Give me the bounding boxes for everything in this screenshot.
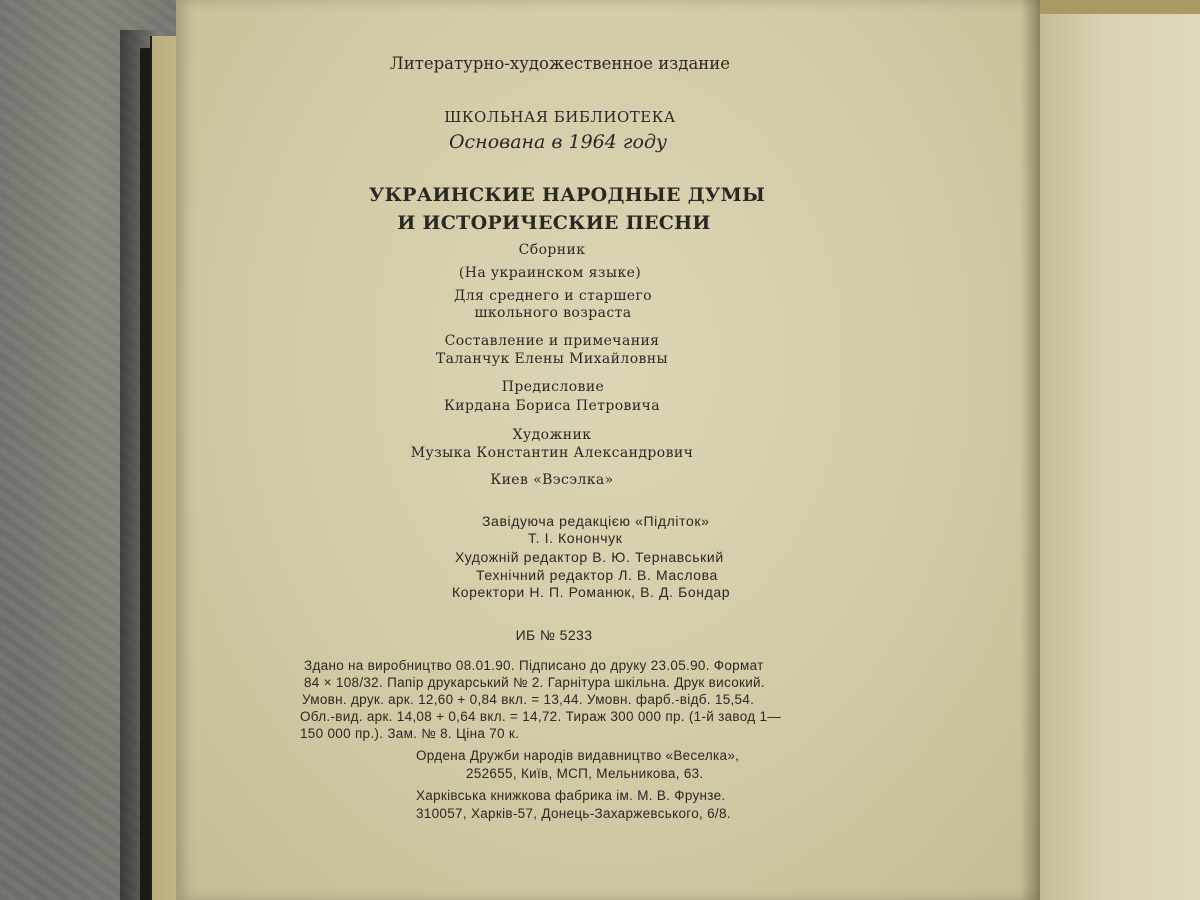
printer-line1: Харківська книжкова фабрика ім. М. В. Фрунзе. [416, 788, 726, 803]
audience-line1: Для среднего и старшего [453, 288, 653, 304]
compilation-label: Составление и примечания [444, 333, 660, 349]
imprint-line-4: Обл.-вид. арк. 14,08 + 0,64 вкл. = 14,72. Тираж 300 000 пр. (1-й завод 1— [300, 709, 782, 724]
book-title-line2: И ИСТОРИЧЕСКИЕ ПЕСНИ [397, 212, 711, 234]
staff-head-name: Т. І. Конончук [528, 530, 623, 546]
book-language: (На украинском языке) [458, 265, 642, 281]
imprint-line-1: Здано на виробництво 08.01.90. Підписано до друку 23.05.90. Формат [304, 658, 764, 673]
edition-label: Литературно-художественное издание [389, 54, 731, 73]
staff-head: Завідуюча редакцією «Підліток» [482, 513, 710, 529]
artist-label: Художник [512, 427, 592, 443]
imprint-line-3: Умовн. друк. арк. 12,60 + 0,84 вкл. = 13,44. Умовн. фарб.-відб. 15,54. [302, 692, 755, 707]
publisher-city: Киев «Вэсэлка» [490, 472, 614, 488]
imprint-line-2: 84 × 108/32. Папір друкарський № 2. Гарнітура шкільна. Друк високий. [304, 675, 765, 690]
staff-tech-editor: Технічний редактор Л. В. Маслова [476, 567, 718, 583]
publisher-line1: Ордена Дружби народів видавництво «Веселка», [416, 748, 740, 763]
book-title-line1: УКРАИНСКИЕ НАРОДНЫЕ ДУМЫ [368, 184, 766, 206]
compilation-name: Таланчук Елены Михайловны [435, 351, 669, 367]
printer-line2: 310057, Харків-57, Донець-Захаржевського, 6/8. [416, 806, 731, 821]
staff-proofreaders: Коректори Н. П. Романюк, В. Д. Бондар [452, 584, 731, 600]
right-page-edge [1040, 0, 1200, 14]
book-page [176, 0, 1040, 900]
series-founded: Основана в 1964 году [448, 131, 668, 153]
audience-line2: школьного возраста [474, 305, 632, 321]
imprint-line-5: 150 000 пр.). Зам. № 8. Ціна 70 к. [300, 726, 520, 741]
preface-name: Кирдана Бориса Петровича [444, 398, 660, 414]
ib-number: ИБ № 5233 [515, 627, 593, 643]
publisher-line2: 252655, Київ, МСП, Мельникова, 63. [466, 766, 704, 781]
preface-label: Предисловие [501, 379, 605, 395]
artist-name: Музыка Константин Александрович [410, 445, 694, 461]
series-title: ШКОЛЬНАЯ БИБЛИОТЕКА [444, 108, 676, 126]
right-page [1040, 0, 1200, 900]
book-type: Сборник [518, 242, 586, 258]
staff-art-editor: Художній редактор В. Ю. Тернавський [455, 549, 724, 565]
